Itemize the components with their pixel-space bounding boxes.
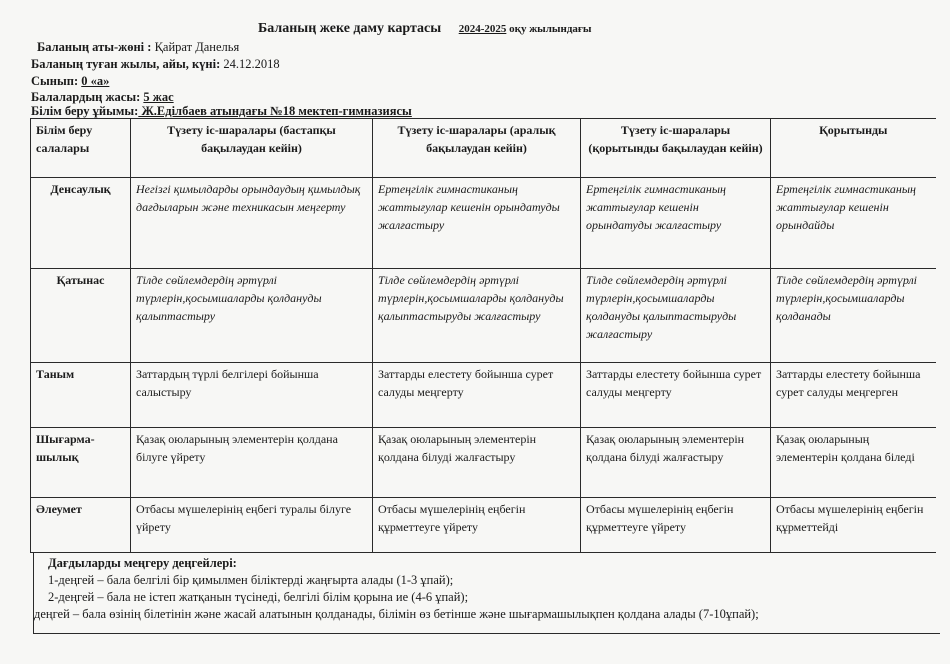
level-2-description: 2-деңгей – бала не істеп жатқанын түсінеді, белгілі білім қорына ие (4-6 ұпай); [48, 590, 469, 604]
age-value: 5 жас [143, 90, 174, 104]
child-name-value: Қайрат Данелья [154, 40, 240, 54]
table-row [31, 498, 936, 553]
cell-initial: Тілде сөйлемдердің әртүрлі түрлерін,қосымшаларды қолдануды қалыптастыру [131, 269, 373, 363]
cell-intermediate: Отбасы мүшелерінің еңбегін құрметтеуге үйрету [373, 498, 581, 553]
cell-final: Ертеңгілік гимнастиканың жаттығулар кешенін орындатуды жалғастыру [581, 178, 771, 269]
cell-conclusion: Тілде сөйлемдердің әртүрлі түрлерін,қосымшаларды қолданады [771, 269, 936, 363]
child-name-line [37, 40, 239, 55]
header-conclusion: Қорытынды [771, 119, 936, 178]
birth-date-value: 24.12.2018 [220, 57, 280, 71]
cell-initial: Негізгі қимылдарды орындаудың қимылдық дағдыларын және техникасын меңгерту [131, 178, 373, 269]
cell-initial: Отбасы мүшелерінің еңбегі туралы білуге үйрету [131, 498, 373, 553]
header-intermediate-measures: Түзету іс-шаралары (аралық бақылаудан кейін) [373, 119, 581, 178]
cell-conclusion: Ертеңгілік гимнастиканың жаттығулар кешенін орындайды [771, 178, 936, 269]
cell-intermediate: Заттарды елестету бойынша сурет салуды меңгерту [373, 363, 581, 428]
cell-initial: Заттардың түрлі белгілері бойынша салыстыру [131, 363, 373, 428]
cell-final: Тілде сөйлемдердің әртүрлі түрлерін,қосымшаларды қолдануды қалыптастыруды жалғастыру [581, 269, 771, 363]
cell-final: Қазақ оюларының элементерін қолдана білуді жалғастыру [581, 428, 771, 498]
organization-value: Ж.Еділбаев атындағы №18 мектеп-гимназиясы [138, 104, 412, 118]
academic-year [459, 23, 592, 35]
table-row [31, 269, 936, 363]
cell-intermediate: Тілде сөйлемдердің әртүрлі түрлерін,қосымшаларды қолдануды қалыптастыруды жалғастыру [373, 269, 581, 363]
area-communication: Қатынас [31, 269, 131, 363]
birth-date-label: Баланың туған жылы, айы, күні: [31, 57, 221, 71]
cell-conclusion: Заттарды елестету бойынша сурет салуды меңгерген [771, 363, 936, 428]
class-label: Сынып: [31, 74, 82, 88]
header-education-areas: Білім беру салалары [31, 119, 131, 178]
cell-conclusion: Қазақ оюларының элементерін қолдана біледі [771, 428, 936, 498]
area-cognition: Таным [31, 363, 131, 428]
child-name-label: Баланың аты-жөні : [37, 40, 155, 54]
skill-levels-legend [33, 552, 940, 634]
table-row [31, 178, 936, 269]
class-line [31, 74, 109, 89]
title-text: Баланың жеке даму картасы [258, 21, 442, 36]
area-social: Әлеумет [31, 498, 131, 553]
cell-intermediate: Қазақ оюларының элементерін қолдана білуді жалғастыру [373, 428, 581, 498]
organization-line [31, 104, 412, 119]
header-initial-measures: Түзету іс-шаралары (бастапқы бақылаудан кейін) [131, 119, 373, 178]
year-value: 2024-2025 [458, 23, 507, 35]
development-card-table [30, 118, 936, 553]
cell-conclusion: Отбасы мүшелерінің еңбегін құрметтейді [771, 498, 936, 553]
area-health: Денсаулық [31, 178, 131, 269]
area-creativity: Шығарма-шылық [31, 428, 131, 498]
class-value: 0 «а» [81, 74, 110, 88]
year-suffix: оқу жылындағы [509, 23, 592, 35]
level-3-description: деңгей – бала өзінің білетінін және жасай алатынын қолданады, білімін өз бетінше және шығармашылықпен қолдана алады (7-10ұпай); [34, 607, 759, 621]
cell-initial: Қазақ оюларының элементерін қолдана білуге үйрету [131, 428, 373, 498]
cell-intermediate: Ертеңгілік гимнастиканың жаттығулар кешенін орындатуды жалғастыру [373, 178, 581, 269]
skill-levels-heading: Дағдыларды меңгеру деңгейлері: [48, 556, 237, 570]
organization-label: Білім беру ұйымы: [31, 104, 139, 118]
table-row [31, 363, 936, 428]
age-line [31, 90, 174, 105]
cell-final: Отбасы мүшелерінің еңбегін құрметтеуге үйрету [581, 498, 771, 553]
document-title [258, 21, 592, 37]
birth-date-line [31, 57, 280, 72]
age-label: Балалардың жасы: [31, 90, 144, 104]
header-final-measures: Түзету іс-шаралары (қорытынды бақылаудан кейін) [581, 119, 771, 178]
level-1-description: 1-деңгей – бала белгілі бір қимылмен біліктерді жаңғырта алады (1-3 ұпай); [48, 573, 454, 587]
table-header-row [31, 119, 936, 178]
cell-final: Заттарды елестету бойынша сурет салуды меңгерту [581, 363, 771, 428]
table-row [31, 428, 936, 498]
